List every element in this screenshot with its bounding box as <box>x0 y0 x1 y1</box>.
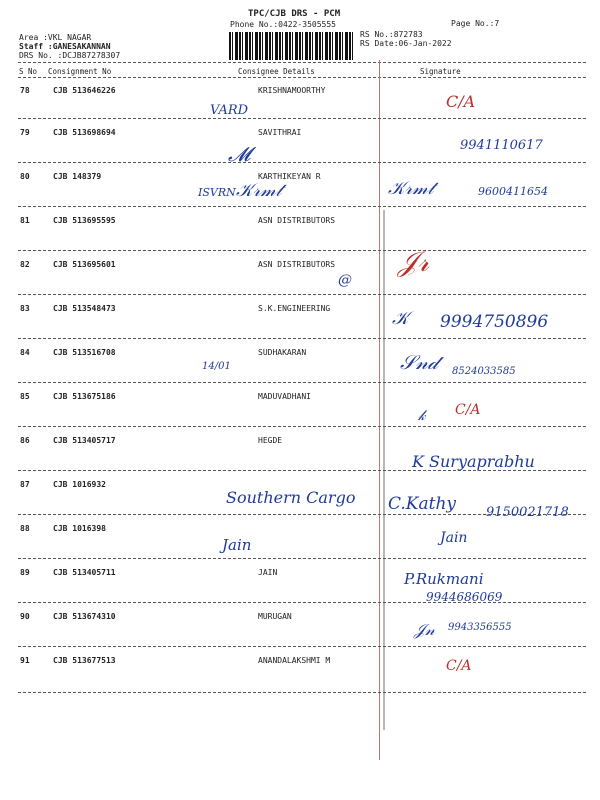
row-divider <box>18 162 586 163</box>
row-divider <box>18 558 586 559</box>
row-divider <box>18 338 586 339</box>
handwritten-signature: P.Rukmani <box>404 570 484 588</box>
row-consignment-number: CJB 1016932 <box>53 480 106 489</box>
row-consignee-name: MADUVADHANI <box>258 392 311 401</box>
handwritten-phone: 9994750896 <box>440 312 549 332</box>
signature-column-line <box>379 60 380 760</box>
handwritten-signature: 𝒦 <box>392 308 409 329</box>
row-consignee-name: JAIN <box>258 568 278 577</box>
row-consignment-number: CJB 513677513 <box>53 656 116 665</box>
handwritten-phone: 9944686069 <box>426 590 503 604</box>
barcode-image <box>229 32 354 60</box>
row-divider <box>18 382 586 383</box>
handwritten-signature: 𝒮𝓃𝒹 <box>400 350 438 374</box>
staff-label: Staff :GANESAKANNAN <box>19 42 111 51</box>
handwritten-signature: @ <box>338 272 352 288</box>
row-consignee-name: ASN DISTRIBUTORS <box>258 260 336 269</box>
phone-number: Phone No.:0422-3505555 <box>230 20 336 29</box>
handwritten-phone: 9941110617 <box>460 138 543 153</box>
row-consignment-number: CJB 513548473 <box>53 304 116 313</box>
row-sno: 85 <box>20 392 30 401</box>
column-header-sno: S No <box>19 67 38 76</box>
row-consignee-name: HEGDE <box>258 436 283 445</box>
handwritten-signature: K Suryaprabhu <box>412 452 535 471</box>
row-consignment-number: CJB 148379 <box>53 172 102 181</box>
handwritten-signature: C/A <box>446 92 476 111</box>
row-sno: 89 <box>20 568 30 577</box>
row-divider <box>18 692 586 693</box>
handwritten-signature: C.Kathy <box>388 494 457 514</box>
row-consignee-name: MURUGAN <box>258 612 292 621</box>
column-header-consignee: Consignee Details <box>238 67 315 76</box>
row-divider <box>18 250 586 251</box>
header-divider-bottom <box>18 77 586 78</box>
handwritten-signature: 𝓜 <box>228 142 251 166</box>
row-consignee-name: SAVITHRAI <box>258 128 302 137</box>
handwritten-signature: 𝒦𝓇𝓂𝓉 <box>236 180 282 201</box>
row-consignment-number: CJB 513405717 <box>53 436 116 445</box>
row-sno: 82 <box>20 260 30 269</box>
row-consignment-number: CJB 513698694 <box>53 128 116 137</box>
handwritten-signature: C/A <box>446 658 472 674</box>
column-header-signature: Signature <box>420 67 461 76</box>
handwritten-signature: Jain <box>440 530 468 546</box>
document-title: TPC/CJB DRS - PCM <box>248 9 341 19</box>
handwritten-note: VARD <box>210 103 249 118</box>
row-consignment-number: CJB 513405711 <box>53 568 116 577</box>
row-consignee-name: S.K.ENGINEERING <box>258 304 331 313</box>
handwritten-signature: C/A <box>455 402 481 418</box>
handwritten-note: Southern Cargo <box>226 488 356 507</box>
row-sno: 79 <box>20 128 30 137</box>
row-consignment-number: CJB 513516708 <box>53 348 116 357</box>
handwritten-note: Jain <box>222 536 252 554</box>
row-consignment-number: CJB 1016398 <box>53 524 106 533</box>
row-consignee-name: KRISHNAMOORTHY <box>258 86 326 95</box>
handwritten-phone: 8524033585 <box>452 366 516 377</box>
row-consignee-name: SUDHAKARAN <box>258 348 307 357</box>
row-sno: 78 <box>20 86 30 95</box>
handwritten-note: ISVRN <box>198 186 236 199</box>
row-sno: 88 <box>20 524 30 533</box>
page-number: Page No.:7 <box>451 19 500 28</box>
drs-number: DRS No. :DCJB87278307 <box>19 51 121 60</box>
handwritten-phone: 9943356555 <box>448 622 512 633</box>
handwritten-signature: 𝒥𝓃 <box>414 620 435 639</box>
row-divider <box>18 206 586 207</box>
header-divider-top <box>18 62 586 63</box>
row-consignee-name: KARTHIKEYAN R <box>258 172 321 181</box>
rs-date: RS Date:06-Jan-2022 <box>360 39 452 48</box>
row-consignment-number: CJB 513674310 <box>53 612 116 621</box>
row-divider <box>18 426 586 427</box>
handwritten-date: 14/01 <box>202 361 231 372</box>
handwritten-phone: 9150021718 <box>486 505 569 520</box>
row-sno: 87 <box>20 480 30 489</box>
row-consignment-number: CJB 513675186 <box>53 392 116 401</box>
row-sno: 91 <box>20 656 30 665</box>
row-consignee-name: ANANDALAKSHMI M <box>258 656 331 665</box>
rs-number: RS No.:872783 <box>360 30 423 39</box>
row-consignment-number: CJB 513646226 <box>53 86 116 95</box>
row-sno: 84 <box>20 348 30 357</box>
row-sno: 86 <box>20 436 30 445</box>
row-sno: 83 <box>20 304 30 313</box>
row-divider <box>18 646 586 647</box>
row-sno: 81 <box>20 216 30 225</box>
row-sno: 80 <box>20 172 30 181</box>
row-consignment-number: CJB 513695601 <box>53 260 116 269</box>
row-sno: 90 <box>20 612 30 621</box>
row-consignee-name: ASN DISTRIBUTORS <box>258 216 336 225</box>
handwritten-signature: 𝒦𝓇𝓂𝓉 <box>388 178 434 199</box>
row-divider <box>18 118 586 119</box>
row-divider <box>18 294 586 295</box>
handwritten-phone: 9600411654 <box>478 185 548 198</box>
handwritten-signature: 𝒥𝓇 <box>398 245 429 278</box>
column-header-consignment: Consignment No <box>48 67 112 76</box>
area-label: Area :VKL NAGAR <box>19 33 92 42</box>
handwritten-signature: 𝓀 <box>418 408 426 424</box>
row-consignment-number: CJB 513695595 <box>53 216 116 225</box>
